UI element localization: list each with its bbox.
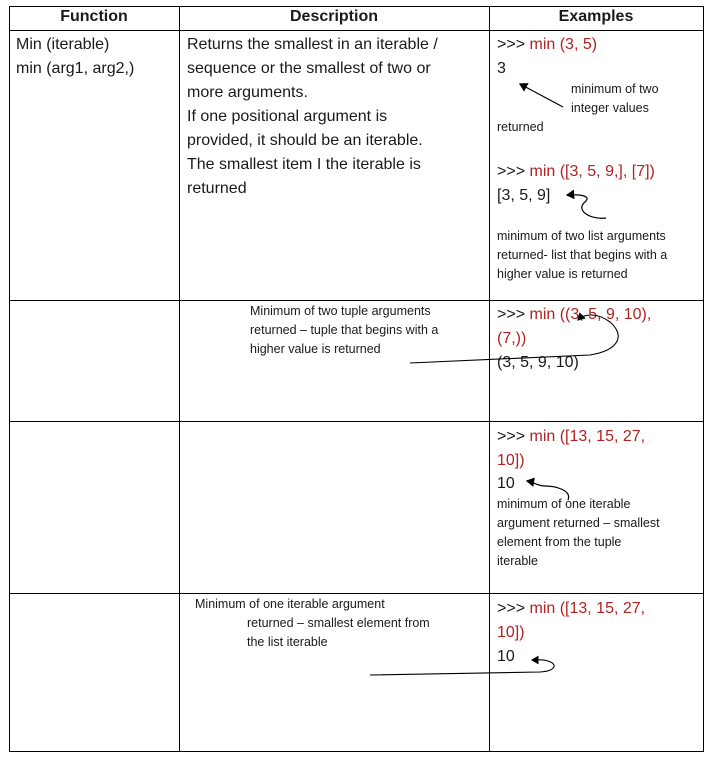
example-3-code (497, 303, 651, 351)
header-function: Function (60, 8, 128, 25)
example-1-note-tail: returned (497, 120, 544, 134)
example-1-result: 3 (497, 60, 506, 77)
code-call: min (3, 5) (529, 36, 598, 53)
description-line: more arguments. (187, 84, 308, 101)
note-line: higher value is returned (497, 267, 628, 281)
example-2-code (497, 160, 655, 184)
example-4-note (497, 495, 660, 571)
header-divider (9, 30, 704, 31)
description-line: provided, it should be an iterable. (187, 132, 423, 149)
description-line: If one positional argument is (187, 108, 388, 125)
row-divider-2 (9, 421, 704, 422)
description-line: Returns the smallest in an iterable / (187, 36, 438, 53)
code-call-continued: (7,)) (497, 330, 527, 347)
header-examples: Examples (558, 8, 634, 25)
python-prompt: >>> (497, 36, 526, 53)
function-cell (16, 33, 134, 81)
note-line: returned – tuple that begins with a (250, 323, 439, 337)
tuple-note (250, 302, 438, 359)
note-line: argument returned – smallest (497, 516, 660, 530)
example-2-result: [3, 5, 9] (497, 187, 551, 204)
note-line: the list iterable (247, 635, 328, 649)
example-5-code (497, 597, 645, 645)
code-call: min ([13, 15, 27, (529, 428, 646, 445)
code-call: min ([13, 15, 27, (529, 600, 646, 617)
example-5-result: 10 (497, 648, 515, 665)
row-divider-1 (9, 300, 704, 301)
function-signature: Min (iterable) (16, 36, 110, 53)
description-line: The smallest item I the iterable is (187, 156, 421, 173)
description-line: sequence or the smallest of two or (187, 60, 431, 77)
note-line: minimum of two (571, 82, 659, 96)
column-divider-2 (489, 6, 490, 752)
python-prompt: >>> (497, 163, 526, 180)
functions-table (9, 6, 704, 752)
example-4-result: 10 (497, 475, 515, 492)
note-line: Minimum of two tuple arguments (250, 304, 431, 318)
code-call-continued: 10]) (497, 452, 525, 469)
function-signature: min (arg1, arg2,) (16, 60, 135, 77)
note-line: higher value is returned (250, 342, 381, 356)
python-prompt: >>> (497, 600, 526, 617)
table-border-left (9, 6, 10, 752)
table-border-top (9, 6, 704, 7)
python-prompt: >>> (497, 428, 526, 445)
list-note (195, 595, 430, 652)
code-call: min ((3, 5, 9, 10), (529, 306, 652, 323)
table-border-right (703, 6, 704, 752)
example-4-code (497, 425, 645, 473)
note-line: minimum of one iterable (497, 497, 631, 511)
row-divider-3 (9, 593, 704, 594)
example-2-note (497, 227, 667, 284)
note-line: returned – smallest element from (247, 616, 430, 630)
note-line: minimum of two list arguments (497, 229, 666, 243)
description-cell (187, 33, 438, 201)
column-divider-1 (179, 6, 180, 752)
code-call-continued: 10]) (497, 624, 525, 641)
note-line: iterable (497, 554, 538, 568)
table-border-bottom (9, 751, 704, 752)
header-description: Description (289, 8, 378, 25)
code-call: min ([3, 5, 9,], [7]) (529, 163, 655, 180)
note-line: integer values (571, 101, 649, 115)
example-1-code (497, 33, 597, 57)
note-line: returned- list that begins with a (497, 248, 668, 262)
description-line: returned (187, 180, 247, 197)
note-line: Minimum of one iterable argument (195, 597, 385, 611)
example-3-result: (3, 5, 9, 10) (497, 354, 579, 371)
example-1-note (571, 80, 659, 118)
note-line: element from the tuple (497, 535, 622, 549)
python-prompt: >>> (497, 306, 526, 323)
